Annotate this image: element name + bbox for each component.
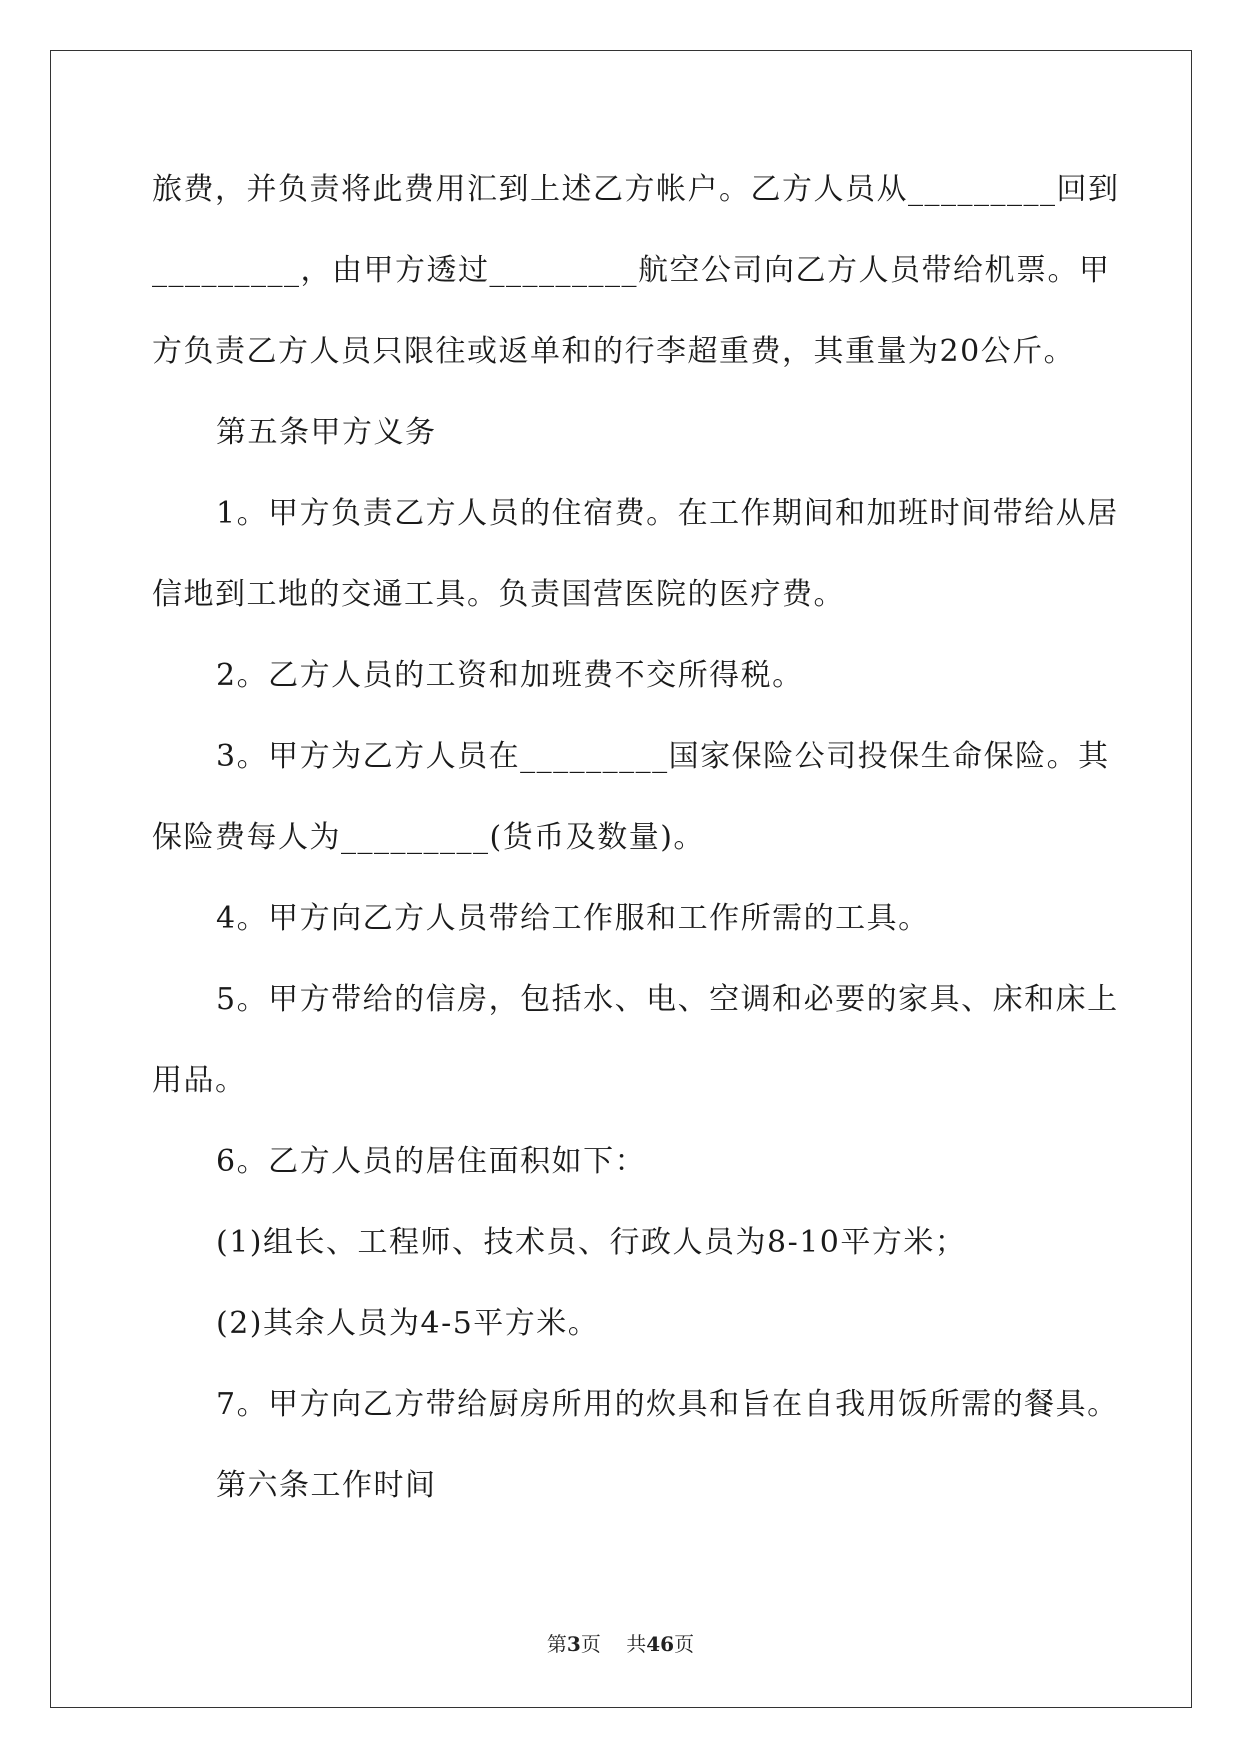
list-item: 1。甲方负责乙方人员的住宿费。在工作期间和加班时间带给从居 xyxy=(216,496,1119,531)
sub-list-item: (1)组长、工程师、技术员、行政人员为8-10平方米； xyxy=(216,1225,967,1260)
document-body xyxy=(152,164,1120,1541)
text-line: 信地到工地的交通工具。负责国营医院的医疗费。 xyxy=(152,577,845,612)
page-footer xyxy=(0,1628,1241,1657)
text-line: _________，由甲方透过_________航空公司向乙方人员带给机票。甲 xyxy=(152,253,1111,288)
section-heading: 第五条甲方义务 xyxy=(216,415,437,450)
text-line: 用品。 xyxy=(152,1063,247,1098)
footer-page-label: 页 xyxy=(580,1632,601,1656)
footer-total-prefix: 共 xyxy=(626,1632,647,1656)
list-item: 2。乙方人员的工资和加班费不交所得税。 xyxy=(216,658,804,693)
list-item: 6。乙方人员的居住面积如下： xyxy=(216,1144,647,1179)
page-current: 3 xyxy=(566,1632,581,1656)
footer-prefix: 第 xyxy=(546,1632,567,1656)
list-item: 3。甲方为乙方人员在_________国家保险公司投保生命保险。其 xyxy=(216,739,1110,774)
text-line: 方负责乙方人员只限往或返单和的行李超重费，其重量为20公斤。 xyxy=(152,334,1076,369)
page-total: 46 xyxy=(646,1632,675,1656)
text-line: 保险费每人为_________(货币及数量)。 xyxy=(152,820,705,855)
sub-list-item: (2)其余人员为4-5平方米。 xyxy=(216,1306,600,1341)
list-item: 5。甲方带给的信房，包括水、电、空调和必要的家具、床和床上 xyxy=(216,982,1119,1017)
text-line: 旅费，并负责将此费用汇到上述乙方帐户。乙方人员从_________回到 xyxy=(152,172,1120,207)
section-heading: 第六条工作时间 xyxy=(216,1468,437,1503)
list-item: 7。甲方向乙方带给厨房所用的炊具和旨在自我用饭所需的餐具。 xyxy=(216,1387,1119,1422)
list-item: 4。甲方向乙方人员带给工作服和工作所需的工具。 xyxy=(216,901,930,936)
footer-total-label: 页 xyxy=(674,1632,695,1656)
